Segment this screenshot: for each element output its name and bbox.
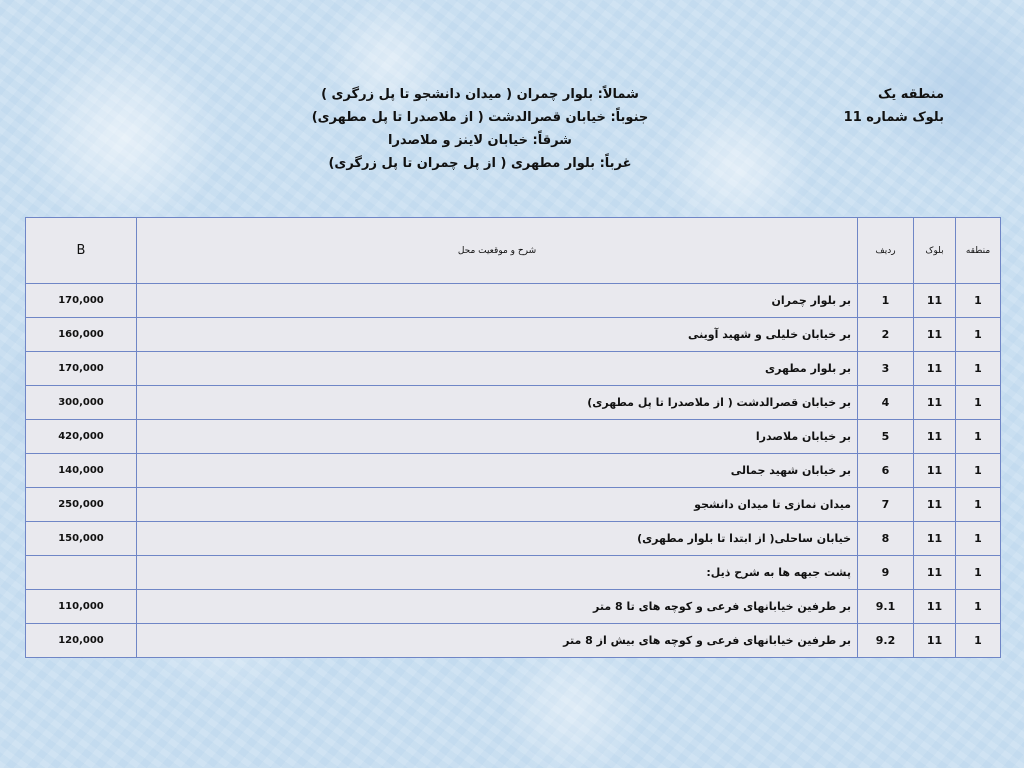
table-row bbox=[26, 556, 1001, 590]
block-title: بلوک شماره 11 bbox=[843, 110, 944, 125]
boundary-south: جنوباً: خیابان قصرالدشت ( از ملاصدرا تا پل مطهری) bbox=[311, 110, 649, 125]
cell-region: 1 bbox=[956, 590, 1001, 624]
table-header-row bbox=[26, 218, 1001, 284]
table-row bbox=[26, 454, 1001, 488]
cell-price: 170,000 bbox=[26, 284, 137, 318]
column-header-description: شرح و موقعیت محل bbox=[137, 218, 858, 284]
cell-row-number: 9.1 bbox=[858, 590, 914, 624]
cell-row-number: 4 bbox=[858, 386, 914, 420]
cell-description: بر خیابان قصرالدشت ( از ملاصدرا تا پل مطهری) bbox=[137, 386, 858, 420]
cell-description: میدان نمازی تا میدان دانشجو bbox=[137, 488, 858, 522]
cell-region: 1 bbox=[956, 284, 1001, 318]
cell-row-number: 9.2 bbox=[858, 624, 914, 658]
cell-block: 11 bbox=[914, 284, 956, 318]
cell-price: 120,000 bbox=[26, 624, 137, 658]
table-row bbox=[26, 522, 1001, 556]
table-row bbox=[26, 590, 1001, 624]
cell-block: 11 bbox=[914, 522, 956, 556]
cell-region: 1 bbox=[956, 454, 1001, 488]
table-row bbox=[26, 624, 1001, 658]
cell-price: 170,000 bbox=[26, 352, 137, 386]
cell-price: 150,000 bbox=[26, 522, 137, 556]
cell-price: 110,000 bbox=[26, 590, 137, 624]
column-header-row: ردیف bbox=[858, 218, 914, 284]
cell-block: 11 bbox=[914, 590, 956, 624]
table-row bbox=[26, 284, 1001, 318]
column-header-region: منطقه bbox=[956, 218, 1001, 284]
cell-description: بر بلوار چمران bbox=[137, 284, 858, 318]
cell-block: 11 bbox=[914, 318, 956, 352]
table-row bbox=[26, 318, 1001, 352]
region-title: منطقه یک bbox=[878, 87, 944, 102]
boundary-east: شرقاً: خیابان لاینز و ملاصدرا bbox=[388, 133, 572, 148]
cell-row-number: 2 bbox=[858, 318, 914, 352]
table-row bbox=[26, 386, 1001, 420]
cell-price: 250,000 bbox=[26, 488, 137, 522]
cell-row-number: 5 bbox=[858, 420, 914, 454]
table-row bbox=[26, 352, 1001, 386]
table-row bbox=[26, 420, 1001, 454]
cell-region: 1 bbox=[956, 522, 1001, 556]
cell-region: 1 bbox=[956, 488, 1001, 522]
cell-row-number: 9 bbox=[858, 556, 914, 590]
cell-row-number: 1 bbox=[858, 284, 914, 318]
cell-price: 420,000 bbox=[26, 420, 137, 454]
cell-price: 300,000 bbox=[26, 386, 137, 420]
column-header-price: B bbox=[26, 218, 137, 284]
cell-description: بر خیابان خلیلی و شهید آوینی bbox=[137, 318, 858, 352]
cell-description: بر طرفین خیابانهای فرعی و کوچه های تا 8 متر bbox=[137, 590, 858, 624]
cell-row-number: 6 bbox=[858, 454, 914, 488]
cell-description: خیابان ساحلی( از ابتدا تا بلوار مطهری) bbox=[137, 522, 858, 556]
cell-description: پشت جبهه ها به شرح ذیل: bbox=[137, 556, 858, 590]
cell-block: 11 bbox=[914, 386, 956, 420]
cell-block: 11 bbox=[914, 624, 956, 658]
cell-description: بر بلوار مطهری bbox=[137, 352, 858, 386]
cell-description: بر خیابان شهید جمالی bbox=[137, 454, 858, 488]
cell-row-number: 7 bbox=[858, 488, 914, 522]
cell-block: 11 bbox=[914, 420, 956, 454]
boundary-north: شمالاً: بلوار چمران ( میدان دانشجو تا پل زرگری ) bbox=[321, 87, 639, 102]
cell-region: 1 bbox=[956, 556, 1001, 590]
cell-region: 1 bbox=[956, 318, 1001, 352]
cell-region: 1 bbox=[956, 352, 1001, 386]
cell-price bbox=[26, 556, 137, 590]
cell-price: 160,000 bbox=[26, 318, 137, 352]
boundary-west: غرباً: بلوار مطهری ( از پل چمران تا پل زرگری) bbox=[328, 156, 632, 171]
cell-block: 11 bbox=[914, 488, 956, 522]
cell-price: 140,000 bbox=[26, 454, 137, 488]
cell-description: بر طرفین خیابانهای فرعی و کوچه های بیش از 8 متر bbox=[137, 624, 858, 658]
cell-region: 1 bbox=[956, 420, 1001, 454]
cell-block: 11 bbox=[914, 454, 956, 488]
cell-region: 1 bbox=[956, 624, 1001, 658]
cell-description: بر خیابان ملاصدرا bbox=[137, 420, 858, 454]
cell-block: 11 bbox=[914, 352, 956, 386]
table-row bbox=[26, 488, 1001, 522]
cell-region: 1 bbox=[956, 386, 1001, 420]
price-table bbox=[25, 217, 1001, 658]
block-boundaries bbox=[250, 83, 710, 175]
cell-row-number: 3 bbox=[858, 352, 914, 386]
cell-row-number: 8 bbox=[858, 522, 914, 556]
region-block-header bbox=[844, 83, 944, 129]
cell-block: 11 bbox=[914, 556, 956, 590]
column-header-block: بلوک bbox=[914, 218, 956, 284]
